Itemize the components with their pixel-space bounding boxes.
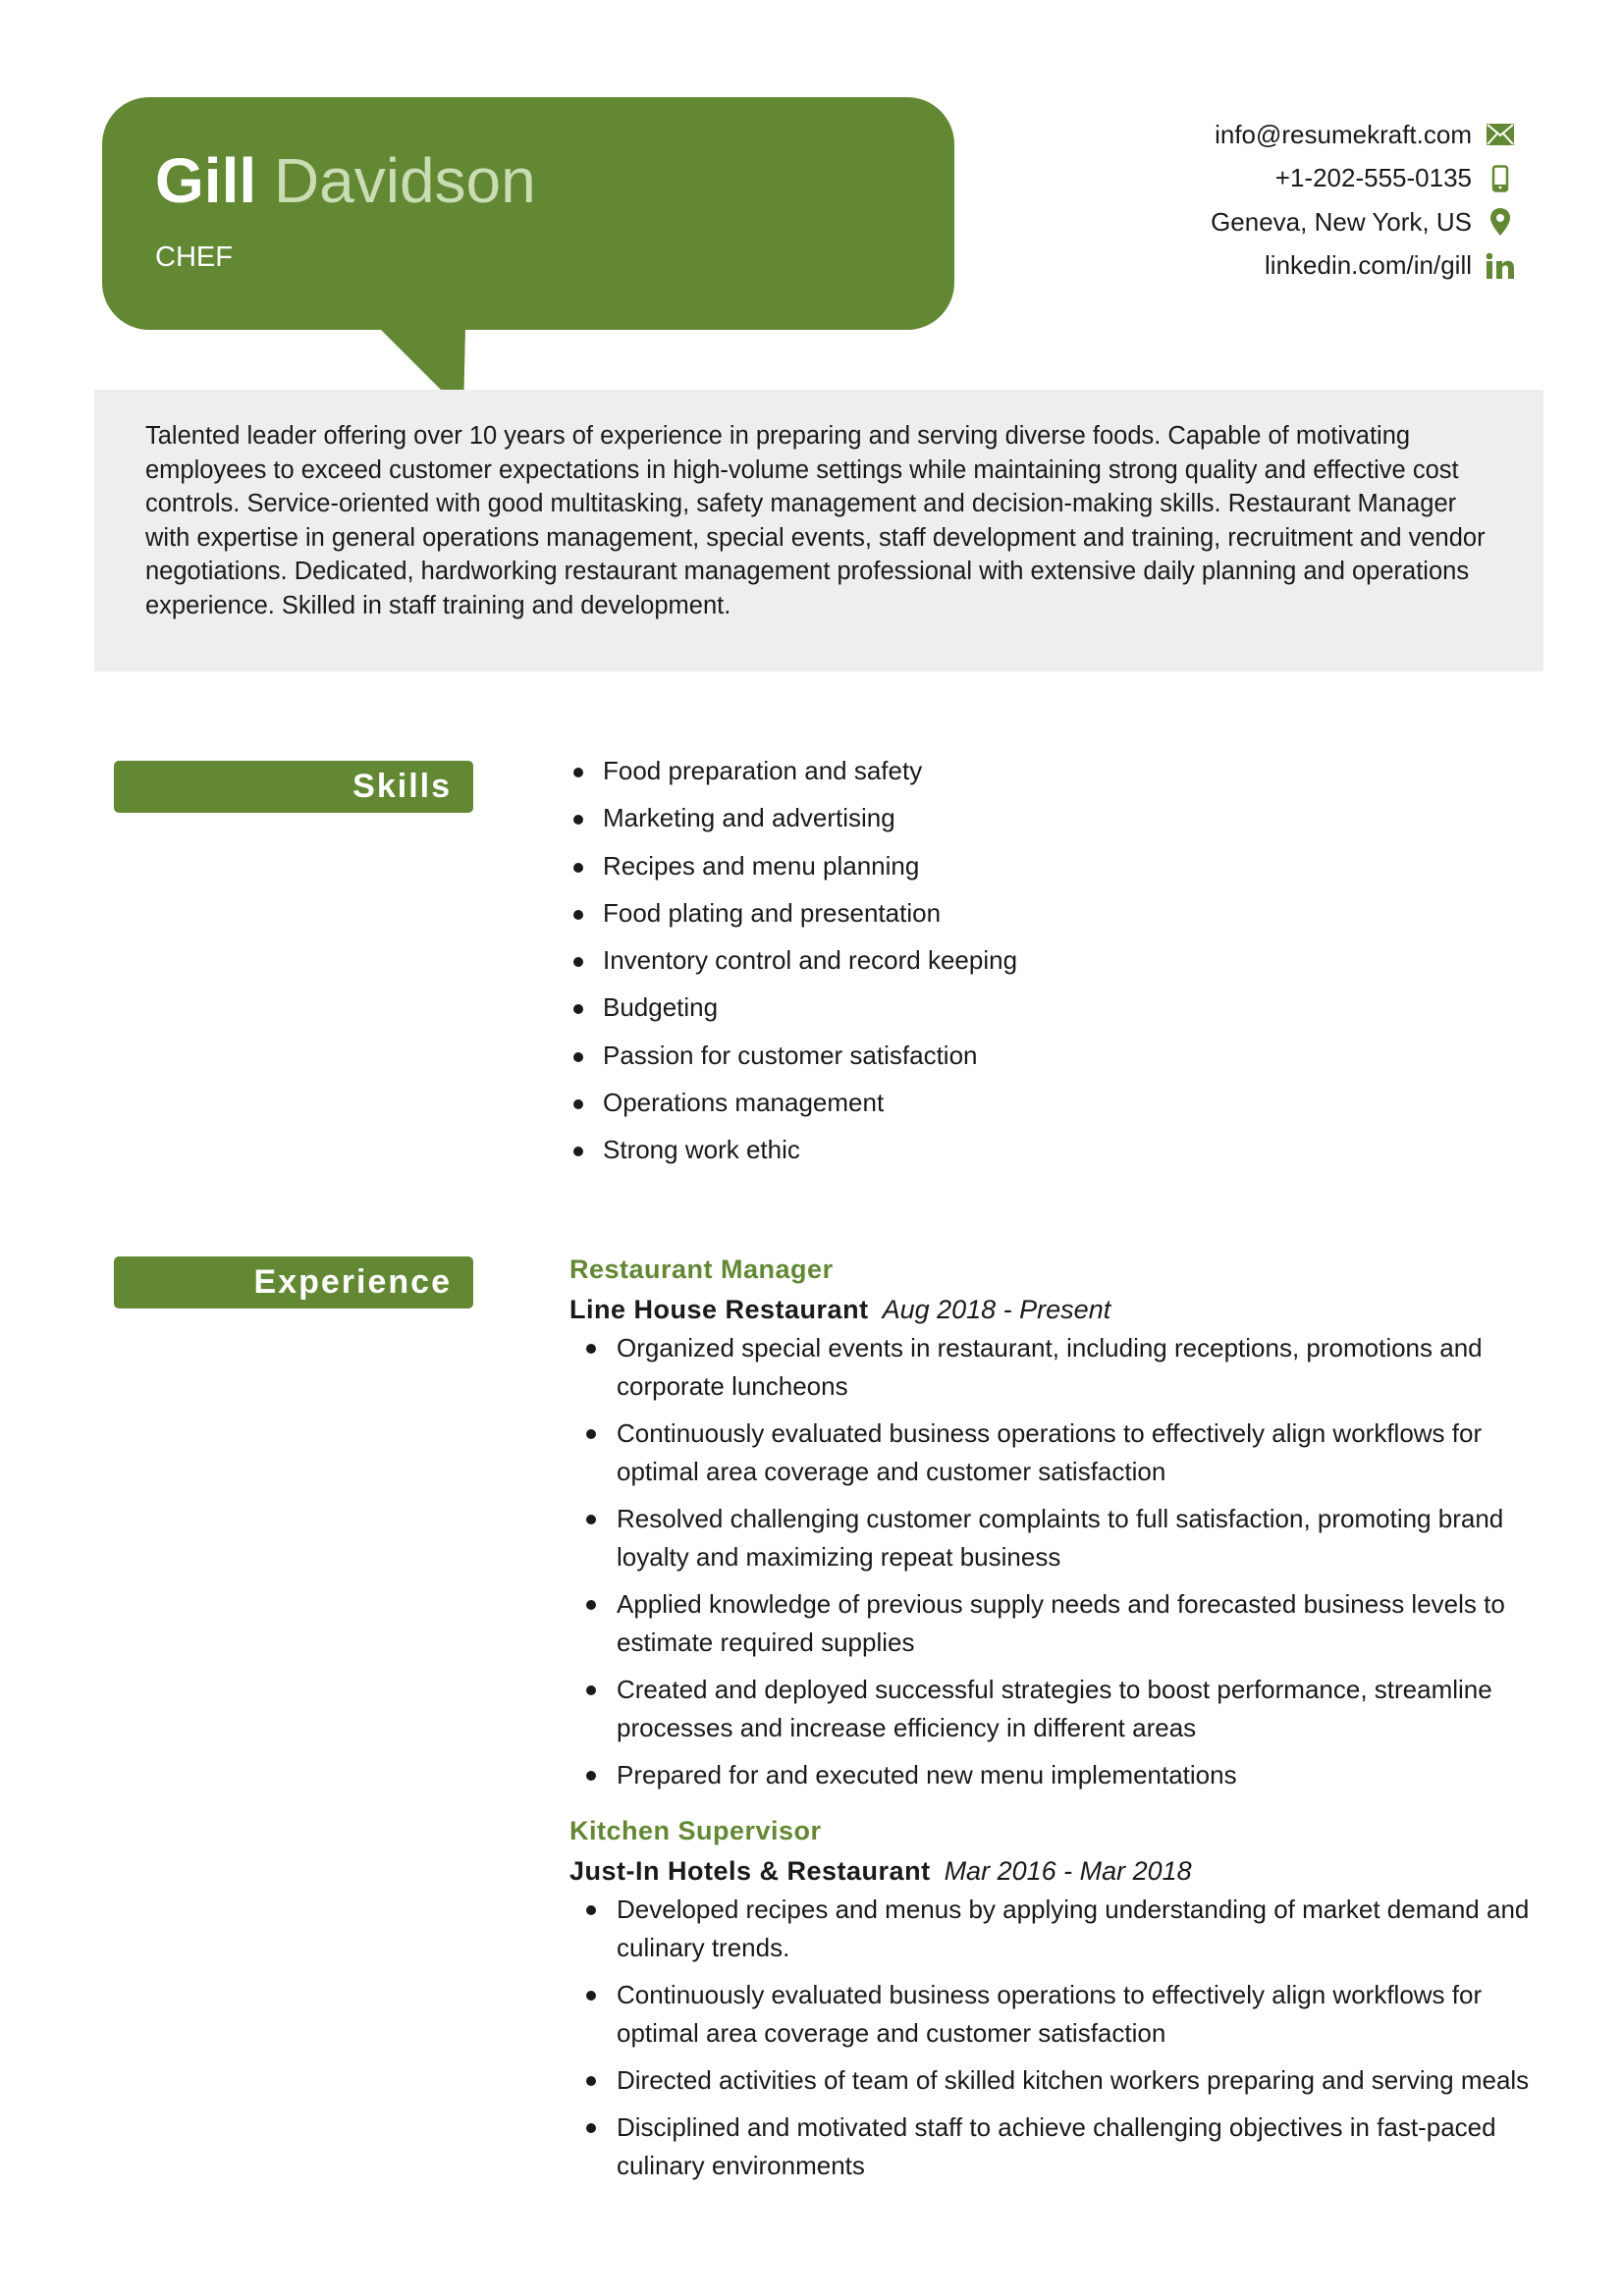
job-bullet: Disciplined and motivated staff to achieve challenging objectives in fast-paced culinary environments: [569, 2109, 1551, 2185]
job-company-line: [569, 1851, 1551, 1891]
skill-item: Inventory control and record keeping: [569, 937, 1017, 985]
job-title: Kitchen Supervisor: [569, 1816, 822, 1845]
location-text: Geneva, New York, US: [1211, 206, 1472, 237]
last-name: Davidson: [273, 145, 536, 216]
phone-icon: [1486, 164, 1515, 193]
email-text[interactable]: info@resumekraft.com: [1215, 119, 1472, 149]
job-dates: Mar 2016 - Mar 2018: [944, 1856, 1192, 1886]
job-bullet: Applied knowledge of previous supply needs and forecasted business levels to estimate required supplies: [569, 1585, 1551, 1662]
job-bullet: Continuously evaluated business operations to effectively align workflows for optimal area coverage and customer satisfaction: [569, 1415, 1551, 1491]
contact-phone[interactable]: [1211, 157, 1515, 201]
company-name: Line House Restaurant: [569, 1295, 869, 1324]
job-bullet: Directed activities of team of skilled kitchen workers preparing and serving meals: [569, 2061, 1551, 2100]
skill-item: Strong work ethic: [569, 1127, 1017, 1174]
job-dates: Aug 2018 - Present: [882, 1295, 1111, 1324]
contact-location: [1211, 200, 1515, 244]
job-title: Restaurant Manager: [569, 1255, 834, 1284]
job-entry: [569, 1249, 1551, 1803]
contact-linkedin[interactable]: [1211, 244, 1515, 289]
skill-item: Food preparation and safety: [569, 748, 1017, 795]
skills-list: [569, 748, 1017, 1175]
company-name: Just-In Hotels & Restaurant: [569, 1856, 931, 1886]
job-bullet: Developed recipes and menus by applying understanding of market demand and culinary trends.: [569, 1891, 1551, 1967]
map-pin-icon: [1486, 207, 1515, 237]
contact-email[interactable]: [1211, 113, 1515, 157]
job-bullet: Continuously evaluated business operations to effectively align workflows for optimal area coverage and customer satisfaction: [569, 1976, 1551, 2053]
candidate-name: [155, 143, 536, 218]
skill-item: Operations management: [569, 1080, 1017, 1127]
linkedin-text[interactable]: linkedin.com/in/gill: [1265, 250, 1472, 281]
job-bullet: Created and deployed successful strategies to boost performance, streamline processes and increase efficiency in different areas: [569, 1671, 1551, 1747]
skill-item: Marketing and advertising: [569, 795, 1017, 842]
job-bullets: [569, 1891, 1551, 2185]
skill-item: Budgeting: [569, 985, 1017, 1032]
envelope-icon: [1486, 120, 1515, 149]
summary-text: Talented leader offering over 10 years of experience in preparing and serving diverse foods. Capable of motivating employees to exceed customer expectations in high-volume settings while maintaining strong quality and effective cost controls. Service-oriented with good multitasking, safety management and decision-making skills. Restaurant Manager with expertise in general operations management, special events, staff development and training, recruitment and vendor negotiations. Dedicated, hardworking restaurant management professional with extensive daily planning and operations experience. Skilled in staff training and development.: [145, 422, 1486, 619]
phone-text[interactable]: +1-202-555-0135: [1274, 163, 1472, 193]
job-bullet: Resolved challenging customer complaints to full satisfaction, promoting brand loyalty and maximizing repeat business: [569, 1500, 1551, 1576]
job-role: CHEF: [155, 241, 233, 273]
linkedin-icon: [1486, 251, 1515, 281]
skill-item: Recipes and menu planning: [569, 843, 1017, 890]
job-bullet: Prepared for and executed new menu implementations: [569, 1756, 1551, 1794]
skills-heading: Skills: [114, 761, 473, 813]
first-name: Gill: [155, 145, 257, 216]
contact-list: [1211, 113, 1515, 288]
job-bullets: [569, 1329, 1551, 1794]
job-entry: [569, 1810, 1551, 2194]
job-bullet: Organized special events in restaurant, including receptions, promotions and corporate luncheons: [569, 1329, 1551, 1406]
job-company-line: [569, 1290, 1551, 1329]
summary-section: [94, 390, 1543, 671]
skill-item: Food plating and presentation: [569, 890, 1017, 937]
experience-heading: Experience: [114, 1256, 473, 1308]
skill-item: Passion for customer satisfaction: [569, 1033, 1017, 1080]
